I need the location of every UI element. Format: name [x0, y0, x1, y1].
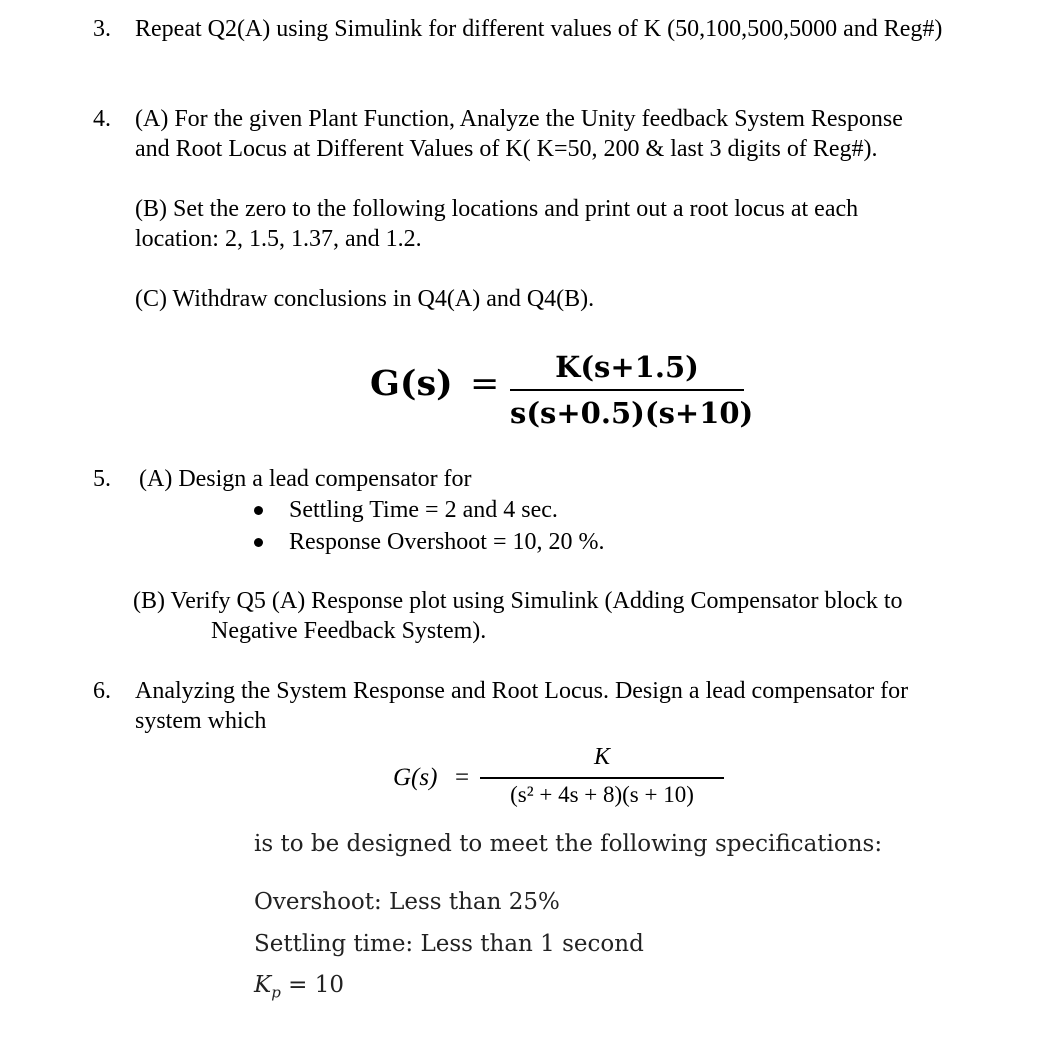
q6-eq-fraction-bar — [480, 777, 724, 779]
q5-number: 5. — [93, 466, 111, 492]
q5-bullet-1: Settling Time = 2 and 4 sec. — [289, 497, 558, 523]
q4-number: 4. — [93, 106, 111, 132]
q4-b-line1: (B) Set the zero to the following locations and print out a root locus at each — [135, 196, 859, 222]
q6-spec-overshoot: Overshoot: Less than 25% — [254, 889, 560, 915]
q6-spec-intro: is to be designed to meet the following specifications: — [254, 831, 883, 857]
q6-line2: system which — [135, 708, 267, 734]
q4-c-line: (C) Withdraw conclusions in Q4(A) and Q4(B). — [135, 286, 595, 312]
q6-spec-kp — [254, 970, 344, 1008]
q3-text: Repeat Q2(A) using Simulink for different values of K (50,100,500,5000 and Reg#) — [135, 16, 943, 42]
q6-spec-settling: Settling time: Less than 1 second — [254, 931, 644, 957]
q5-b-line2: Negative Feedback System). — [211, 618, 487, 644]
q5-b-line1: (B) Verify Q5 (A) Response plot using Simulink (Adding Compensator block to — [133, 588, 903, 614]
q6-eq-numerator: K — [593, 744, 610, 770]
q4-eq-lhs: G(s) — [370, 363, 453, 404]
q6-number: 6. — [93, 678, 111, 704]
q4-a-line2: and Root Locus at Different Values of K( K=50, 200 & last 3 digits of Reg#). — [135, 136, 878, 162]
q4-eq-denominator: s(s+0.5)(s+10) — [510, 396, 754, 430]
bullet-icon — [254, 538, 263, 547]
kp-value: = 10 — [288, 972, 344, 998]
q5-bullet-2: Response Overshoot = 10, 20 %. — [289, 529, 605, 555]
q4-a-line1: (A) For the given Plant Function, Analyze the Unity feedback System Response — [135, 106, 903, 132]
bullet-icon — [254, 506, 263, 515]
q4-b-line2: location: 2, 1.5, 1.37, and 1.2. — [135, 226, 422, 252]
q4-eq-equals: = — [470, 364, 500, 404]
kp-symbol: K — [254, 972, 272, 998]
q3-number: 3. — [93, 16, 111, 42]
q5-a-line: (A) Design a lead compensator for — [139, 466, 472, 492]
q6-eq-equals: = — [455, 764, 470, 791]
q6-eq-lhs: G(s) — [393, 764, 438, 791]
q4-eq-fraction-bar — [510, 389, 744, 391]
q4-eq-numerator: K(s+1.5) — [555, 350, 699, 384]
kp-subscript: p — [271, 983, 281, 1002]
q6-eq-denominator: (s² + 4s + 8)(s + 10) — [510, 782, 694, 807]
q6-line1: Analyzing the System Response and Root Locus. Design a lead compensator for — [135, 678, 909, 704]
